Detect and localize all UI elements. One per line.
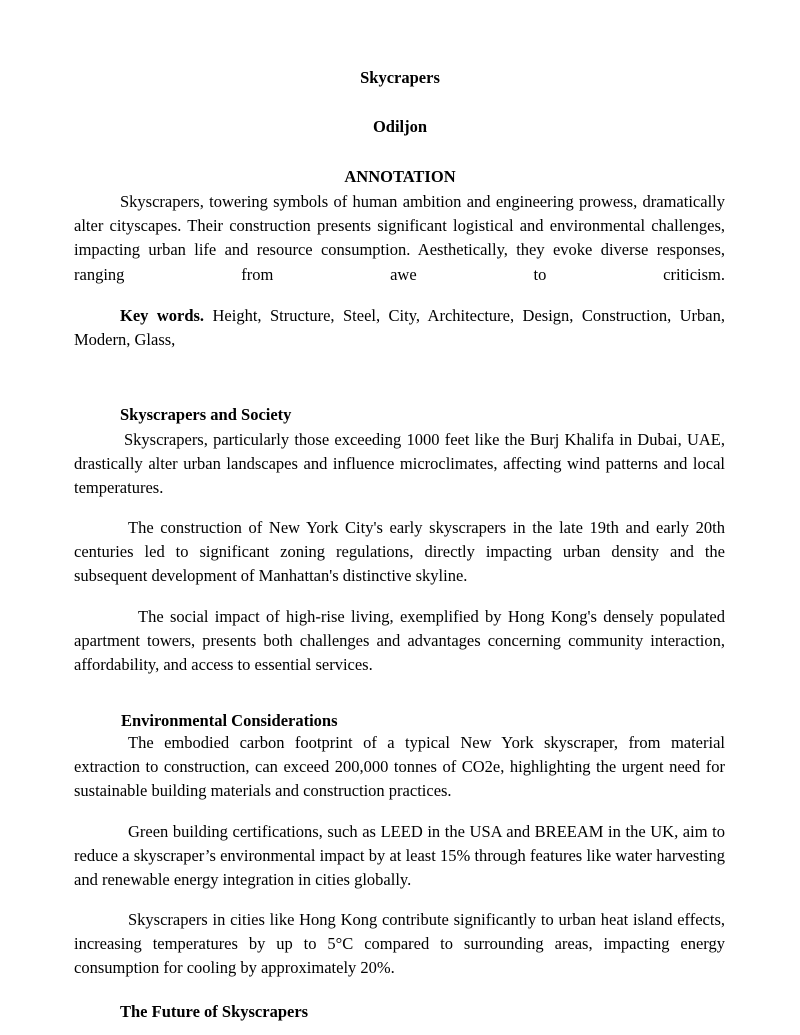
annotation-heading: ANNOTATION (344, 167, 456, 186)
keywords-label: Key words. (120, 306, 205, 325)
environment-paragraph-3: Skyscrapers in cities like Hong Kong contribute significantly to urban heat island effects, increasing temperatures by up to 5°C compared to surrounding areas, impacting energy consumption for cooling by approximately 20%. (74, 910, 725, 978)
document-author: Odiljon (372, 117, 428, 136)
society-paragraph-1: Skyscrapers, particularly those exceeding 1000 feet like the Burj Khalifa in Dubai, UAE, drastically alter urban landscapes and influence microclimates, affecting wind patterns and local temperatures. (74, 430, 725, 498)
document-title: Skycrapers (360, 68, 440, 87)
keywords-paragraph (74, 304, 725, 352)
section-heading-future: The Future of Skyscrapers (120, 1002, 309, 1021)
environment-paragraph-2: Green building certifications, such as LEED in the USA and BREEAM in the UK, aim to reduce a skyscraper’s environmental impact by at least 15% through features like water harvesting and renewable energy integration in cities globally. (74, 822, 725, 890)
society-paragraph-2: The construction of New York City's early skyscrapers in the late 19th and early 20th centuries led to significant zoning regulations, directly impacting urban density and the subsequent development of Manhattan's distinctive skyline. (74, 518, 725, 586)
section-heading-environment: Environmental Considerations (121, 711, 338, 730)
society-paragraph-3: The social impact of high-rise living, exemplified by Hong Kong's densely populated apartment towers, presents both challenges and advantages concerning community interaction, affordability, and access to essential services. (74, 607, 725, 675)
section-heading-society: Skyscrapers and Society (120, 405, 292, 424)
environment-paragraph-1: The embodied carbon footprint of a typical New York skyscraper, from material extraction to construction, can exceed 200,000 tonnes of CO2e, highlighting the urgent need for sustainable building materials and construction practices. (74, 733, 725, 801)
annotation-paragraph: Skyscrapers, towering symbols of human ambition and engineering prowess, dramatically alter cityscapes. Their construction presents significant logistical and environmental challenges, impacting urban life and resource consumption. Aesthetically, they evoke diverse responses, ranging from awe to criticism. (74, 192, 725, 284)
keywords-list: Height, Structure, Steel, City, Architecture, Design, Construction, Urban, Modern, Glass, (74, 306, 725, 350)
